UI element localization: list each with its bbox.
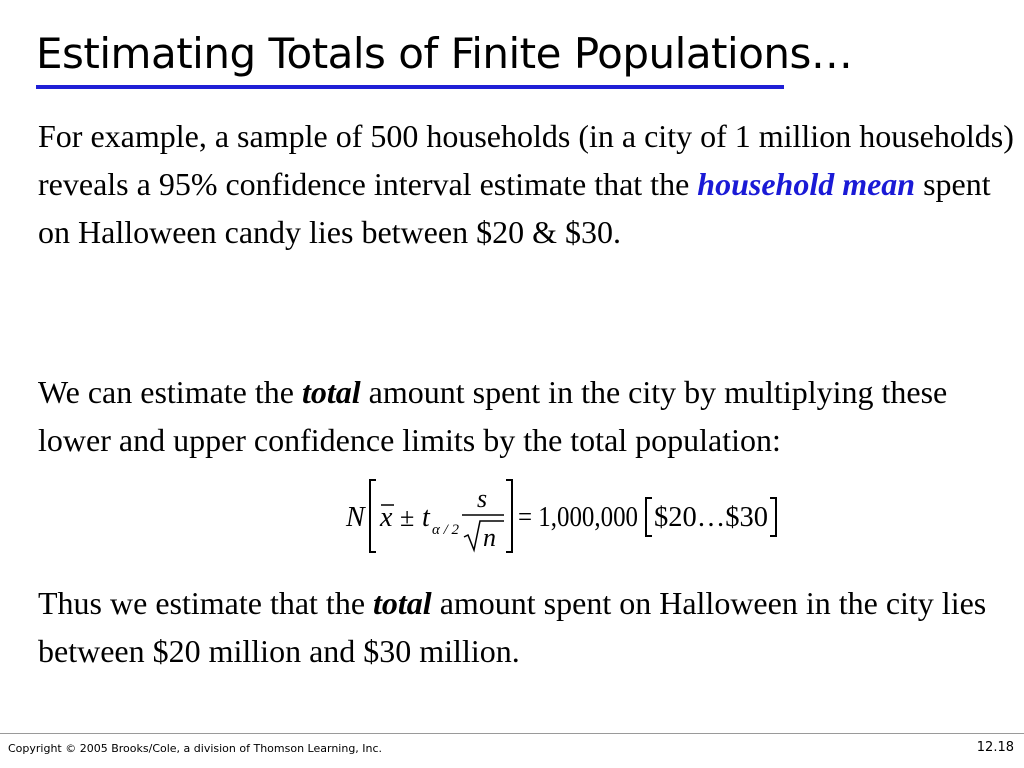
formula-t: t: [422, 502, 430, 533]
paragraph-estimate-text-end: amount spent in the city by multiplying these lower and upper confidence limits by the total population:: [38, 374, 948, 458]
total-emphasis-conclusion: total: [373, 585, 432, 621]
formula-plus-minus: ±: [400, 503, 415, 532]
slide-page-number: 12.18: [976, 740, 1014, 755]
formula-population: = 1,000,000: [518, 502, 638, 533]
formula-right-bracket: [506, 480, 512, 552]
paragraph-example-text: For example, a sample of 500 households (in a city of 1 million households) reveals a 95% confidence interval estimate that the: [38, 118, 1014, 202]
title-underline: [36, 85, 784, 89]
paragraph-conclusion: [38, 579, 1018, 675]
slide-title: Estimating Totals of Finite Populations…: [36, 29, 853, 78]
footer-divider: [0, 733, 1024, 734]
formula-left-bracket: [370, 480, 376, 552]
paragraph-conclusion-text-end: amount spent on Halloween in the city lies between $20 million and $30 million.: [38, 585, 987, 669]
formula-N: N: [346, 502, 365, 533]
formula-subscript: α / 2: [432, 522, 460, 538]
paragraph-example-text-end: spent on Halloween candy lies between $20 & $30.: [38, 166, 991, 250]
formula-xbar: x: [380, 502, 393, 533]
formula-s: s: [477, 484, 488, 513]
paragraph-conclusion-text: Thus we estimate that the: [38, 585, 374, 621]
paragraph-example: [38, 112, 1018, 256]
formula-interval-left-bracket: [646, 498, 652, 536]
formula-interval-right-bracket: [770, 498, 776, 536]
formula-interval: $20…$30: [654, 502, 768, 533]
paragraph-estimate-total: [38, 368, 1018, 464]
paragraph-estimate-text: We can estimate the: [38, 374, 302, 410]
footer-copyright: Copyright © 2005 Brooks/Cole, a division of Thomson Learning, Inc.: [8, 742, 383, 755]
total-emphasis: total: [301, 374, 361, 410]
formula-n: n: [483, 523, 496, 552]
household-mean-emphasis: household mean: [697, 166, 916, 202]
total-estimate-formula: [340, 474, 790, 558]
